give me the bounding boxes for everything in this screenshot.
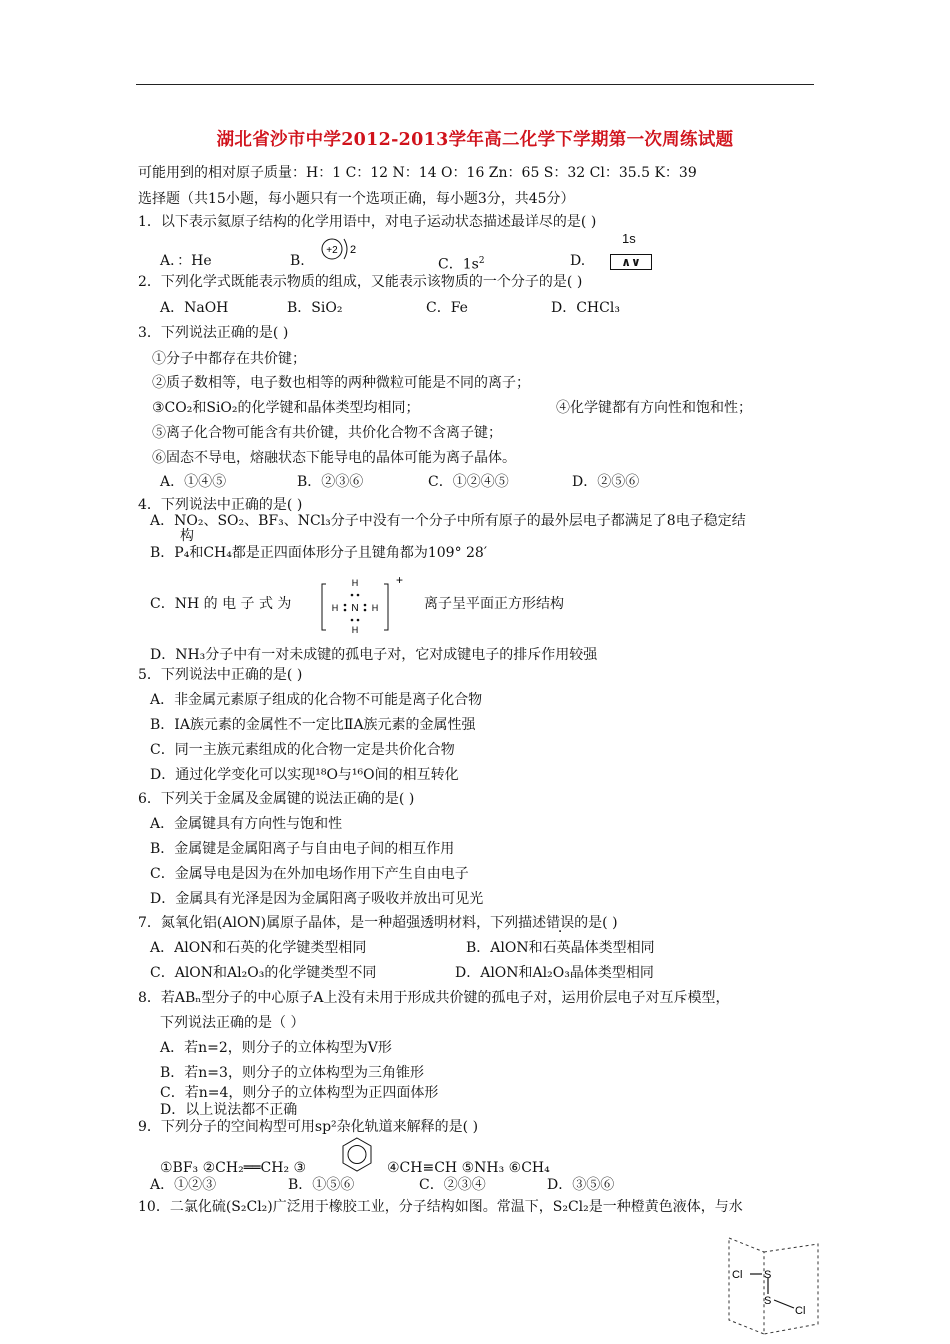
q6-option-b: B．金属键是金属阳离子与自由电子间的相互作用 [150, 841, 455, 857]
q8-stem-line2: 下列说法正确的是（ ） [160, 1015, 305, 1031]
q9-option-b: B．①⑤⑥ [288, 1177, 355, 1193]
q5-option-a: A．非金属元素原子组成的化合物不可能是离子化合物 [150, 692, 483, 708]
q8-option-b: B．若n=3，则分子的立体构型为三角锥形 [160, 1065, 424, 1081]
q5-option-c: C．同一主族元素组成的化合物一定是共价化合物 [150, 742, 455, 758]
q1-shell: 2 [350, 244, 357, 256]
q3-statement-2: ②质子数相等，电子数也相等的两种微粒可能是不同的离子； [152, 375, 530, 391]
q3-statement-5: ⑤离子化合物可能含有共价键，共价化合物不含离子键； [152, 425, 502, 441]
benzene-ring-icon [340, 1135, 374, 1175]
q3-option-d: D．②⑤⑥ [572, 474, 640, 490]
q4-option-a-line2: 构 [180, 528, 194, 544]
header-rule [136, 84, 814, 85]
q4-charge: + [396, 574, 404, 587]
q9-option-d: D．③⑤⑥ [547, 1177, 615, 1193]
q2-option-d: D．CHCl₃ [551, 300, 620, 316]
q7-option-b: B．AlON和石英晶体类型相同 [466, 940, 655, 956]
q9-items-part1: ①BF₃ ②CH₂══CH₂ ③ [160, 1160, 307, 1176]
q7-option-a: A．AlON和石英的化学键类型相同 [150, 940, 367, 956]
atomic-masses: 可能用到的相对原子质量：H：1 C：12 N：14 O：16 Zn：65 S：32 Cl：35.5 K：39 [138, 165, 697, 181]
q2-option-c: C．Fe [426, 300, 468, 316]
q4-n: N [351, 603, 359, 614]
cl-atom-top: Cl [732, 1269, 743, 1281]
q8-option-a: A．若n=2，则分子的立体构型为V形 [160, 1040, 392, 1056]
q4-option-c-suffix: 离子呈平面正方形结构 [424, 596, 564, 612]
q7-emphasis: 错误 [546, 915, 575, 931]
q5-option-d: D．通过化学变化可以实现¹⁸O与¹⁶O间的相互转化 [150, 767, 459, 783]
q8-stem-line1: 8．若ABₙ型分子的中心原子A上没有未用于形成共价键的孤电子对，运用价层电子对互斥模型， [138, 990, 730, 1006]
q9-stem: 9．下列分子的空间构型可用sp²杂化轨道来解释的是( ) [138, 1119, 479, 1135]
q2-stem: 2．下列化学式既能表示物质的组成，又能表示该物质的一个分子的是( ) [138, 274, 583, 290]
q9-items-part2: ④CH≡CH ⑤NH₃ ⑥CH₄ [387, 1160, 550, 1176]
section-heading: 选择题（共15小题，每小题只有一个选项正确，每小题3分，共45分） [138, 191, 575, 207]
q1-nucleus: +2 [326, 245, 338, 256]
q6-option-d: D．金属具有光泽是因为金属阳离子吸收并放出可见光 [150, 891, 484, 907]
q7-option-d: D．AlON和Al₂O₃晶体类型相同 [455, 965, 654, 981]
q10-stem: 10．二氯化硫(S₂Cl₂)广泛用于橡胶工业，分子结构如图。常温下，S₂Cl₂是一种橙黄色液体，与水 [138, 1199, 743, 1215]
q1-stem: 1．以下表示氦原子结构的化学用语中，对电子运动状态描述最详尽的是( ) [138, 214, 597, 230]
q6-option-c: C．金属导电是因为在外加电场作用下产生自由电子 [150, 866, 469, 882]
q6-option-a: A．金属键具有方向性与饱和性 [150, 816, 343, 832]
q4-option-d: D．NH₃分子中有一对未成键的孤电子对，它对成键电子的排斥作用较强 [150, 647, 598, 663]
q4-option-c-prefix: C．NH 的 电 子 式 为 [150, 596, 292, 612]
q3-option-c: C．①②④⑤ [428, 474, 509, 490]
q4-ammonium-lewis [320, 574, 406, 636]
q1-option-c: C．$1s^2$ [438, 256, 485, 273]
q1-orbital-label: 1s [622, 231, 636, 246]
q4-h-right: H [371, 603, 379, 613]
q8-option-d: D．以上说法都不正确 [160, 1102, 298, 1118]
q4-h-bottom: H [351, 625, 359, 635]
q9-option-c: C．②③④ [419, 1177, 486, 1193]
q3-option-b: B．②③⑥ [297, 474, 364, 490]
q8-option-c: C．若n=4，则分子的立体构型为正四面体形 [160, 1085, 439, 1101]
q3-statement-1: ①分子中都存在共价键； [152, 351, 306, 367]
s-atom-bottom: S [764, 1295, 772, 1307]
q3-statement-4: ④化学键都有方向性和饱和性； [556, 400, 752, 416]
q1-option-b: B. [290, 253, 305, 269]
q4-h-left: H [331, 603, 339, 613]
q7-option-c: C．AlON和Al₂O₃的化学键类型不同 [150, 965, 377, 981]
q4-h-top: H [351, 578, 359, 588]
q3-option-a: A．①④⑤ [160, 474, 227, 490]
page-title: 湖北省沙市中学2012-2013学年高二化学下学期第一次周练试题 [216, 130, 734, 150]
q5-stem: 5．下列说法中正确的是( ) [138, 667, 303, 683]
q1-orbital-box: ∧∨ [610, 254, 652, 270]
q3-stem: 3．下列说法正确的是( ) [138, 325, 289, 341]
q1-option-a: A．：He [160, 253, 212, 269]
q2-option-a: A．NaOH [160, 300, 229, 316]
q3-statement-6: ⑥固态不导电，熔融状态下能导电的晶体可能为离子晶体。 [152, 450, 516, 466]
cl-atom-bottom: Cl [795, 1305, 806, 1317]
q1-option-d: D. [570, 253, 586, 269]
q5-option-b: B．ⅠA族元素的金属性不一定比ⅡA族元素的金属性强 [150, 717, 476, 733]
q6-stem: 6．下列关于金属及金属键的说法正确的是( ) [138, 791, 415, 807]
q4-stem: 4．下列说法中正确的是( ) [138, 497, 303, 513]
q3-statement-3: ③CO₂和SiO₂的化学键和晶体类型均相同； [152, 400, 420, 416]
s-atom-top: S [764, 1269, 772, 1281]
s2cl2-structure-diagram [724, 1234, 824, 1340]
q1-atom-diagram [318, 234, 362, 266]
q2-option-b: B．SiO₂ [287, 300, 343, 316]
q4-option-a-line1: A．NO₂、SO₂、BF₃、NCl₃分子中没有一个分子中所有原子的最外层电子都满足了8电子稳定结 [150, 513, 746, 529]
q4-option-b: B．P₄和CH₄都是正四面体形分子且键角都为109° 28′ [150, 545, 488, 561]
q9-option-a: A．①②③ [150, 1177, 217, 1193]
q7-stem: 7．氮氧化铝(AlON)属原子晶体，是一种超强透明材料，下列描述错误的是( ) [138, 915, 618, 931]
